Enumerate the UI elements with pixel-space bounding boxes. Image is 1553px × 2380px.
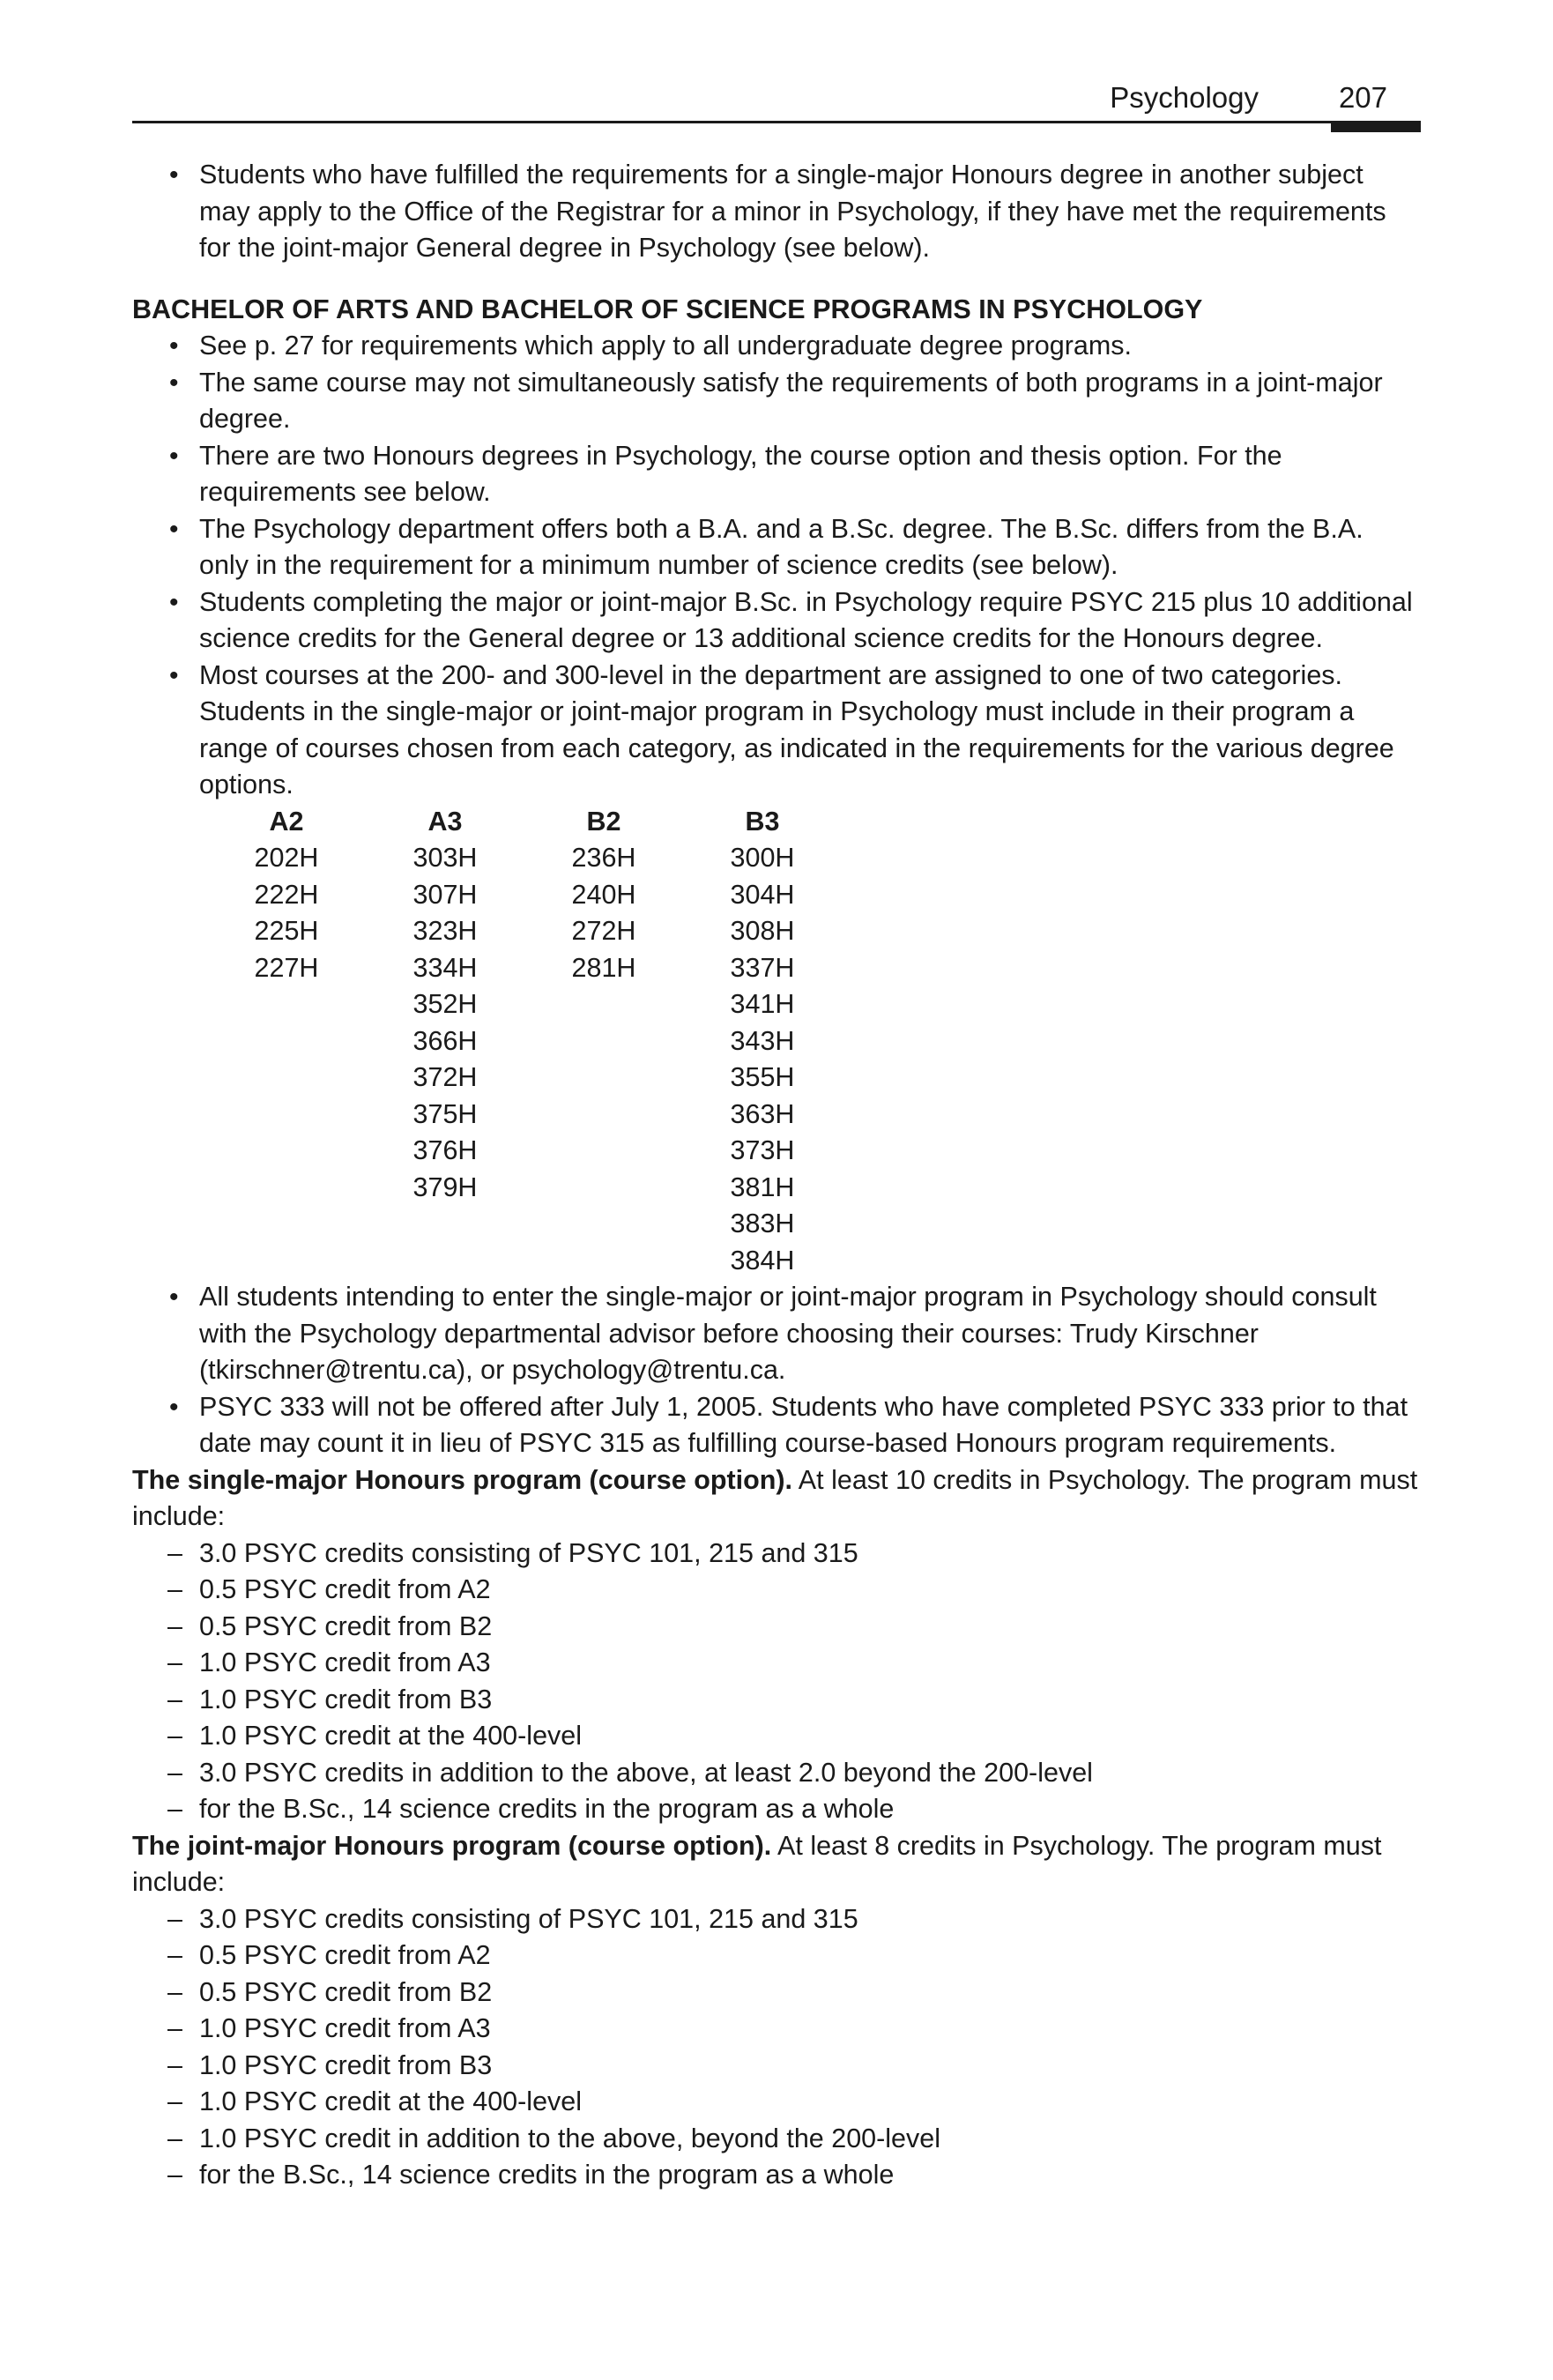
list-item [132,328,1419,365]
list-item [132,658,1419,804]
page-header [132,78,1421,123]
list-item [132,2121,1419,2158]
requirement-text: 3.0 PSYC credits consisting of PSYC 101, 215 and 315 [199,1537,858,1568]
course-code: 236H [571,843,636,873]
bullet-marker: • [169,160,179,190]
course-code: 334H [412,952,478,983]
course-code: 373H [730,1135,795,1165]
course-code: 225H [254,916,319,946]
list-item [132,2011,1419,2048]
course-code: 303H [412,843,478,873]
course-column-b2 [555,804,652,987]
column-body [652,840,873,1279]
course-code: 222H [254,879,319,910]
course-column-a2 [238,804,335,987]
bullet-marker: • [169,1283,179,1312]
dash-marker: – [167,1647,182,1677]
list-item [132,1791,1419,1828]
course-code: 372H [412,1062,478,1092]
list-item [132,511,1419,584]
list-item [132,1572,1419,1609]
bullet-marker: • [169,1392,179,1422]
program-bullets [132,328,1419,804]
requirement-text: 3.0 PSYC credits in addition to the above, at least 2.0 beyond the 200-level [199,1757,1093,1788]
list-item [132,2157,1419,2194]
bullet-text: There are two Honours degrees in Psychology, the course option and thesis option. For the requirements see below. [199,440,1282,507]
requirement-text: 0.5 PSYC credit from A2 [199,1574,491,1604]
course-code: 384H [730,1245,795,1276]
single-major-program [132,1462,1419,1828]
course-code: 341H [730,989,795,1019]
course-code: 337H [730,952,795,983]
dash-marker: – [167,1537,182,1568]
course-code: 366H [412,1025,478,1056]
bullet-text: PSYC 333 will not be offered after July 1, 2005. Students who have completed PSYC 333 prior to that date may count it in lieu of PSYC 315 as fulfilling course-based Honours program requirements. [199,1391,1408,1458]
list-item [132,1609,1419,1646]
program-text: At least 8 credits in Psychology. The program must include: [132,1830,1382,1897]
course-code: 272H [571,916,636,946]
column-header: B2 [586,806,621,837]
page-number: 207 [1338,81,1387,114]
course-code: 355H [730,1062,795,1092]
list-item [132,1389,1419,1462]
header-tab-marker [1331,121,1421,132]
requirement-text: 1.0 PSYC credit from B3 [199,2049,493,2080]
list-item [132,1536,1419,1573]
column-body [335,840,555,1206]
list-item [132,438,1419,511]
requirement-text: 1.0 PSYC credit in addition to the above, beyond the 200-level [199,2123,940,2153]
dash-marker: – [167,1940,182,1970]
course-code: 307H [412,879,478,910]
bullet-text: Students who have fulfilled the requirements for a single-major Honours degree in another subject may apply to the Office of the Registrar for a minor in Psychology, if they have met the requirements for the joint-major General degree in Psychology (see below). [199,160,1386,263]
requirement-list [132,1536,1419,1828]
list-item [132,1645,1419,1682]
requirement-text: 1.0 PSYC credit at the 400-level [199,1721,583,1751]
course-code: 363H [730,1098,795,1129]
course-code: 376H [412,1135,478,1165]
program-description [132,1462,1419,1536]
program-title: The single-major Honours program (course option). [132,1464,792,1495]
requirement-text: 3.0 PSYC credits consisting of PSYC 101, 215 and 315 [199,1903,858,1934]
dash-marker: – [167,2013,182,2043]
requirement-text: 1.0 PSYC credit at the 400-level [199,2086,583,2116]
joint-major-program [132,1828,1419,2194]
program-description [132,1828,1419,1901]
bullet-text: The same course may not simultaneously satisfy the requirements of both programs in a joint-major degree. [199,367,1383,434]
course-category-table [238,804,873,1280]
course-code: 352H [412,989,478,1019]
list-item [132,365,1419,438]
course-code: 304H [730,879,795,910]
after-table-bullets [132,1279,1419,1462]
dash-marker: – [167,1903,182,1934]
course-code: 308H [730,916,795,946]
course-code: 379H [412,1171,478,1202]
requirement-text: 0.5 PSYC credit from B2 [199,1610,493,1641]
dash-marker: – [167,1610,182,1641]
course-code: 281H [571,952,636,983]
requirement-text: for the B.Sc., 14 science credits in the program as a whole [199,2160,895,2190]
course-code: 202H [254,843,319,873]
course-code: 323H [412,916,478,946]
course-code: 375H [412,1098,478,1129]
program-text: At least 10 credits in Psychology. The program must include: [132,1464,1418,1531]
requirement-list [132,1901,1419,2194]
list-item [132,1718,1419,1755]
dash-marker: – [167,1574,182,1604]
requirement-text: 1.0 PSYC credit from B3 [199,1684,493,1714]
intro-bullet [132,157,1419,267]
bullet-marker: • [169,660,179,690]
column-body [238,840,335,986]
list-item [132,1975,1419,2012]
list-item [132,1682,1419,1719]
course-column-b3 [652,804,873,1280]
course-code: 381H [730,1171,795,1202]
dash-marker: – [167,1976,182,2007]
list-item [132,1937,1419,1975]
bullet-text: Students completing the major or joint-major B.Sc. in Psychology require PSYC 215 plus 10 additional science credits for the General degree or 13 additional science credits for the Honours degree. [199,586,1413,653]
column-header: B3 [745,806,780,837]
requirement-text: 1.0 PSYC credit from A3 [199,1647,491,1677]
program-title: The joint-major Honours program (course option). [132,1830,772,1861]
bullet-text: The Psychology department offers both a B.A. and a B.Sc. degree. The B.Sc. differs from the B.A. only in the requirement for a minimum number of science credits (see below). [199,513,1364,580]
dash-marker: – [167,2086,182,2116]
dash-marker: – [167,2160,182,2190]
list-item [132,1755,1419,1792]
column-body [555,840,652,986]
dash-marker: – [167,2049,182,2080]
bullet-marker: • [169,514,179,544]
page-content [132,157,1419,2194]
bullet-marker: • [169,441,179,471]
dash-marker: – [167,1757,182,1788]
bullet-marker: • [169,368,179,398]
list-item [132,2048,1419,2085]
bullet-text: See p. 27 for requirements which apply to all undergraduate degree programs. [199,331,1132,361]
bullet-marker: • [169,331,179,361]
dash-marker: – [167,1684,182,1714]
list-item [132,1279,1419,1389]
requirement-text: 0.5 PSYC credit from B2 [199,1976,493,2007]
section-title: Psychology [1110,81,1259,114]
requirement-text: for the B.Sc., 14 science credits in the program as a whole [199,1794,895,1824]
dash-marker: – [167,2123,182,2153]
column-header: A2 [269,806,304,837]
dash-marker: – [167,1721,182,1751]
requirement-text: 1.0 PSYC credit from A3 [199,2013,491,2043]
course-code: 343H [730,1025,795,1056]
course-column-a3 [335,804,555,1207]
course-code: 383H [730,1209,795,1238]
header-rule [132,121,1421,123]
dash-marker: – [167,1794,182,1824]
list-item [132,584,1419,658]
course-code: 240H [571,879,636,910]
column-header: A3 [427,806,463,837]
course-code: 300H [730,843,795,873]
list-item [132,2084,1419,2121]
programs-heading: BACHELOR OF ARTS AND BACHELOR OF SCIENCE PROGRAMS IN PSYCHOLOGY [132,294,1203,324]
bullet-text: Most courses at the 200- and 300-level in the department are assigned to one of two categories. Students in the single-major or joint-major program in Psychology must include in their program a range of courses chosen from each category, as indicated in the requirements for the various degree options. [199,659,1394,800]
bullet-text: All students intending to enter the single-major or joint-major program in Psychology should consult with the Psychology departmental advisor before choosing their courses: Trudy Kirschner (tkirschner@trentu.ca), or psychology@trentu.ca. [199,1282,1377,1385]
list-item [132,1901,1419,1938]
requirement-text: 0.5 PSYC credit from A2 [199,1940,491,1970]
bullet-marker: • [169,587,179,617]
course-code: 227H [254,952,319,983]
